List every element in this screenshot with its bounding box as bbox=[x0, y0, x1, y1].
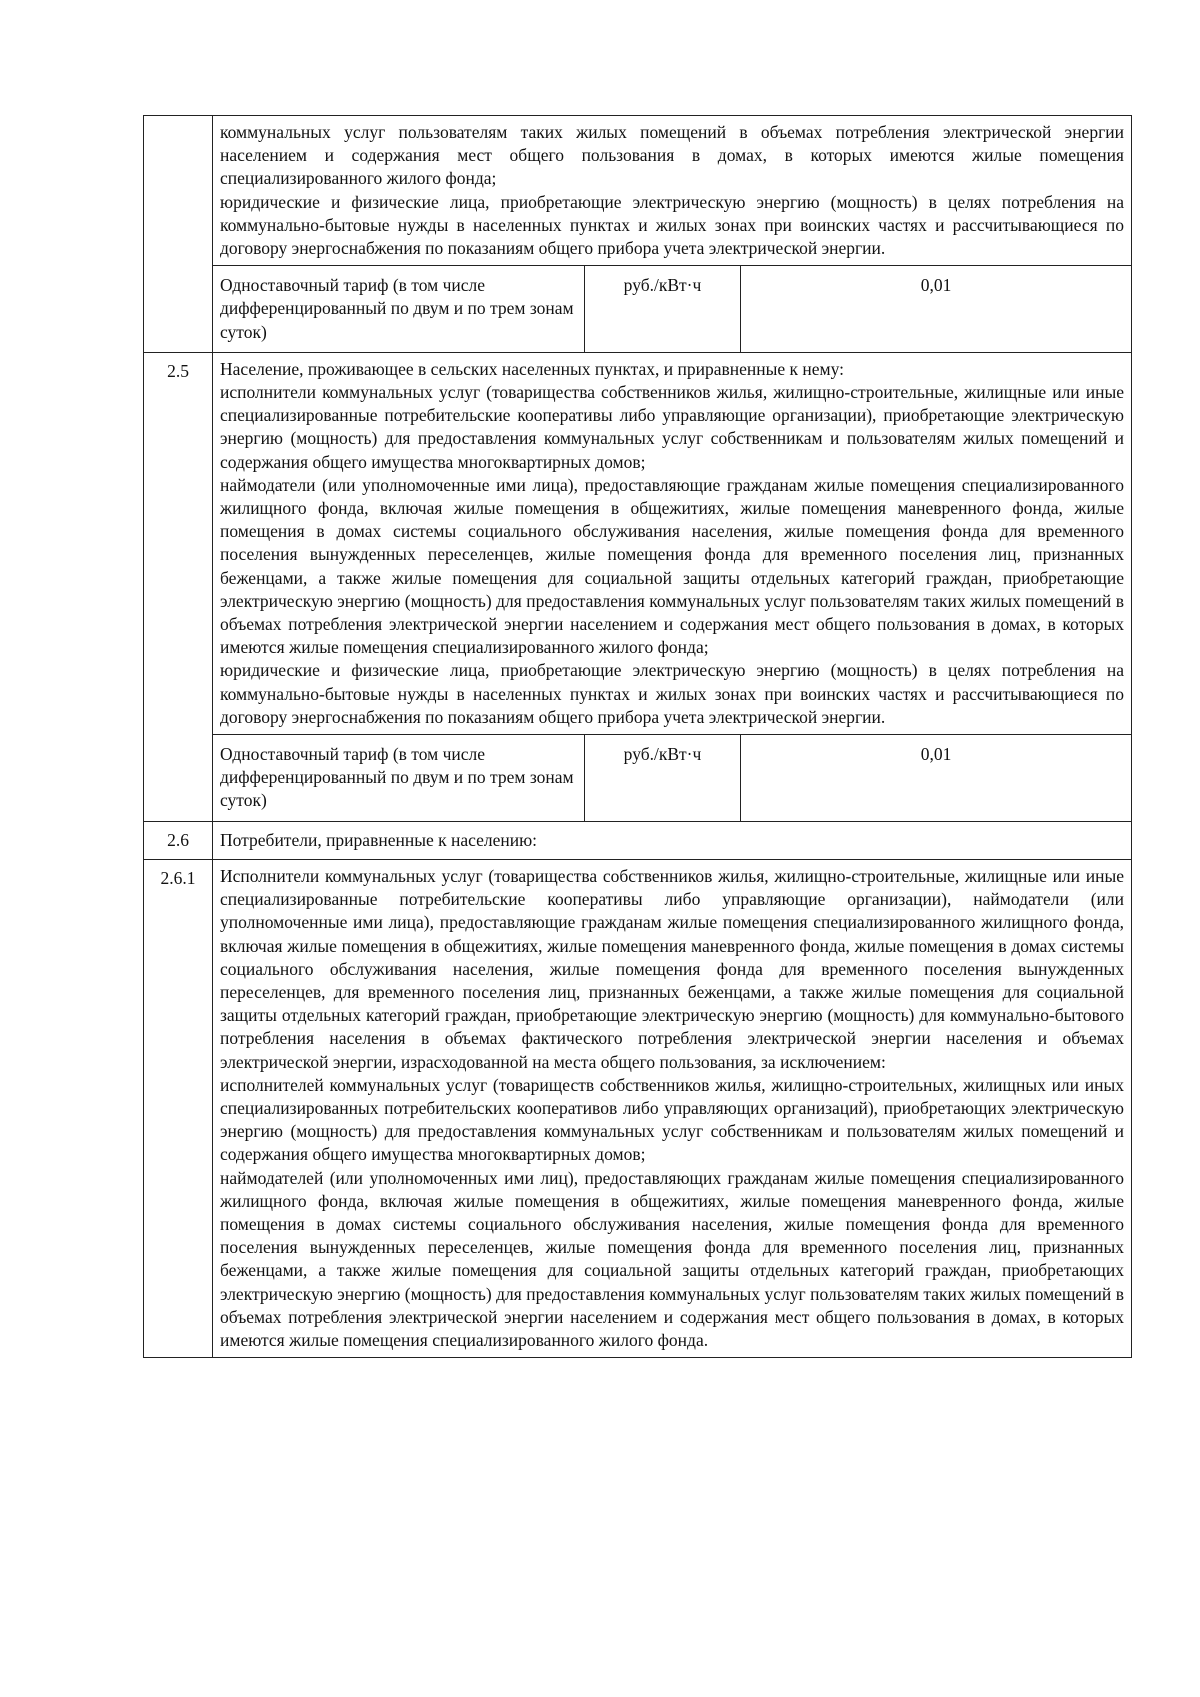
tariff-value: 0,01 bbox=[920, 275, 952, 296]
tariff-subtable bbox=[213, 735, 1131, 821]
paragraph: юридические и физические лица, приобретающие электрическую энергию (мощность) в целях потребления на коммунально-бытовые нужды в населенных пунктах и жилых зонах при воинских частях и рассчитывающиеся по договору энергоснабжения по показаниям общего прибора учета электрической энергии. bbox=[220, 660, 1124, 727]
tariff-value: 0,01 bbox=[920, 744, 952, 765]
paragraph: Исполнители коммунальных услуг (товарищества собственников жилья, жилищно-строительные, жилищные или иные специализированные потребительские кооперативы либо управляющие организации), наймодатели (или уполномоченные ими лица), предоставляющие гражданам жилые помещения специализированного жилищного фонда, включая жилые помещения в общежитиях, жилые помещения маневренного фонда, жилые помещения в домах системы социального обслуживания населения, жилые помещения фонда для временного поселения вынужденных переселенцев, для временного поселения лиц, признанных беженцами, а также жилые помещения для социальной защиты отдельных категорий граждан, приобретающие электрическую энергию (мощность) для коммунально-бытового потребления населения в объемах фактического потребления электрической энергии населения и объемах электрической энергии, израсходованной на места общего пользования, за исключением: bbox=[220, 865, 1124, 1072]
paragraph: юридические и физические лица, приобретающие электрическую энергию (мощность) в целях потребления на коммунально-бытовые нужды в населенных пунктах и жилых зонах при воинских частях и рассчитывающиеся по договору энергоснабжения по показаниям общего прибора учета электрической энергии. bbox=[220, 191, 1124, 259]
paragraph: наймодатели (или уполномоченные ими лица), предоставляющие гражданам жилые помещения специализированного жилищного фонда, включая жилые помещения в общежитиях, жилые помещения маневренного фонда, жилые помещения в домах системы социального обслуживания населения, жилые помещения фонда для временного поселения вынужденных переселенцев, жилые помещения фонда для временного поселения лиц, признанных беженцами, а также жилые помещения для социальной защиты отдельных категорий граждан, приобретающие электрическую энергию (мощность) для предоставления коммунальных услуг пользователям таких жилых помещений в объемах потребления электрической энергии населением и содержания мест общего пользования в домах, в которых имеются жилые помещения специализированного жилого фонда; bbox=[220, 474, 1124, 658]
tariff-cell bbox=[213, 735, 1132, 822]
table-row-2-5 bbox=[144, 352, 1132, 734]
table-row-2-6 bbox=[144, 821, 1132, 859]
table-row-2-6-1 bbox=[144, 859, 1132, 1357]
row-number-cell: 2.5 bbox=[144, 352, 213, 821]
paragraph: исполнителей коммунальных услуг (товариществ собственников жилья, жилищно-строительных, жилищных или иных специализированных потребительских кооперативов либо управляющих организаций), приобретающих электрическую энергию (мощность) для предоставления коммунальных услуг собственникам и пользователям жилых помещений и содержания общего имущества многоквартирных домов; bbox=[220, 1074, 1124, 1165]
row-text-cell bbox=[213, 116, 1132, 266]
table-row-continuation bbox=[144, 116, 1132, 266]
paragraph: Потребители, приравненные к населению: bbox=[220, 829, 538, 850]
paragraph: Население, проживающее в сельских населенных пунктах, и приравненные к нему: bbox=[220, 358, 845, 379]
paragraph: наймодателей (или уполномоченных ими лиц), предоставляющих гражданам жилые помещения специализированного жилищного фонда, включая жилые помещения в общежитиях, жилые помещения маневренного фонда, жилые помещения в домах системы социального обслуживания населения, жилые помещения фонда для временного поселения вынужденных переселенцев, жилые помещения фонда для временного поселения лиц, признанных беженцами, а также жилые помещения для социальной защиты отдельных категорий граждан, приобретающих электрическую энергию (мощность) для предоставления коммунальных услуг пользователям таких жилых помещений в объемах потребления электрической энергии населением и содержания мест общего пользования в домах, в которых имеются жилые помещения специализированного жилого фонда. bbox=[220, 1167, 1124, 1350]
row-number-cell bbox=[144, 116, 213, 353]
tariff-row bbox=[144, 735, 1132, 822]
tariff-table bbox=[143, 115, 1132, 1358]
row-text-cell bbox=[213, 352, 1132, 734]
tariff-unit: руб./кВт·ч bbox=[585, 735, 741, 821]
paragraph: исполнители коммунальных услуг (товарищества собственников жилья, жилищно-строительные, жилищные или иные специализированные потребительские кооперативы либо управляющие организации), приобретающие электрическую энергию (мощность) для предоставления коммунальных услуг собственникам и пользователям жилых помещений и содержания общего имущества многоквартирных домов; bbox=[220, 382, 1124, 472]
row-number-cell: 2.6 bbox=[144, 821, 213, 859]
paragraph: коммунальных услуг пользователям таких жилых помещений в объемах потребления электрической энергии населением и содержания мест общего пользования в домах, в которых имеются жилые помещения специализированного жилого фонда; bbox=[220, 122, 1124, 189]
row-number-cell: 2.6.1 bbox=[144, 859, 213, 1357]
tariff-description: Одноставочный тариф (в том числе дифференцированный по двум и по трем зонам суток) bbox=[213, 735, 585, 821]
tariff-unit: руб./кВт·ч bbox=[585, 266, 741, 352]
tariff-subtable bbox=[213, 266, 1131, 352]
row-text-cell bbox=[213, 821, 1132, 859]
tariff-row bbox=[144, 266, 1132, 353]
row-text-cell bbox=[213, 859, 1132, 1357]
tariff-description: Одноставочный тариф (в том числе дифференцированный по двум и по трем зонам суток) bbox=[213, 266, 585, 352]
tariff-cell bbox=[213, 266, 1132, 353]
